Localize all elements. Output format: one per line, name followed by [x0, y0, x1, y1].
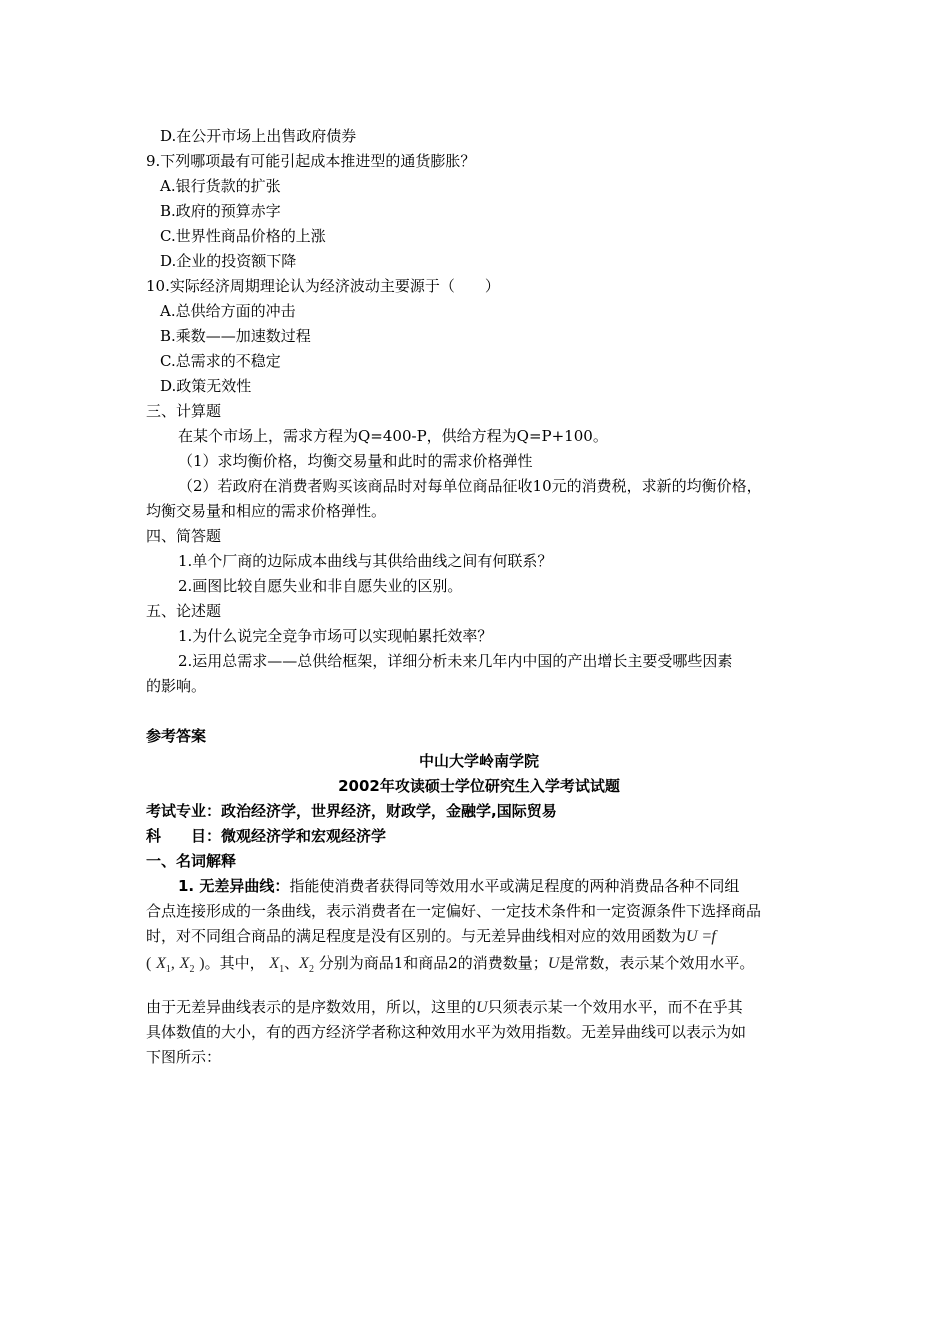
math-open-paren: ( [146, 955, 152, 972]
term1-line2: 合点连接形成的一条曲线，表示消费者在一定偏好、一定技术条件和一定资源条件下选择商品 [146, 902, 762, 920]
term1-label: 1. 无差异曲线： [178, 877, 290, 895]
term1-line5-b: 只须表示某一个效用水平，而不在乎其 [487, 998, 743, 1016]
term1-text3: 时，对不同组合商品的满足程度是没有区别的。与无差异曲线相对应的效用函数为 [146, 927, 687, 945]
q9-option-c: C.世界性商品价格的上涨 [160, 227, 326, 245]
math-x1: $X_1$ [156, 955, 171, 975]
term1-line4-end: 是常数，表示某个效用水平。 [559, 954, 755, 972]
q9-option-a: A.银行货款的扩张 [160, 177, 281, 195]
section5-question2-line1: 2.运用总需求——总供给框架，详细分析未来几年内中国的产出增长主要受哪些因素 [178, 652, 733, 670]
q10-option-a: A.总供给方面的冲击 [160, 302, 296, 320]
q10-option-d: D.政策无效性 [160, 377, 252, 395]
term1-line6: 具体数值的大小，有的西方经济学者称这种效用水平为效用指数。无差异曲线可以表示为如 [146, 1023, 747, 1041]
term1-line4 [146, 953, 812, 980]
answers-heading: 参考答案 [146, 727, 207, 745]
section3-part2-line2: 均衡交易量和相应的需求价格弹性。 [146, 502, 387, 520]
math-u-ref2: U [476, 999, 488, 1016]
exam-title: 2002年攻读硕士学位研究生入学考试试题 [338, 777, 620, 795]
exam-major: 考试专业：政治经济学，世界经济，财政学，金融学,国际贸易 [146, 802, 557, 820]
exam-subject [146, 826, 812, 846]
term1-line4-mid: 。其中， [204, 954, 265, 972]
subject-value: 微观经济学和宏观经济学 [221, 827, 387, 845]
school-name: 中山大学岭南学院 [418, 752, 539, 770]
term1-line3 [146, 926, 812, 947]
section4-title: 四、简答题 [146, 527, 222, 545]
q9-option-d: D.企业的投资额下降 [160, 252, 297, 270]
q9-question: 9.下列哪项最有可能引起成本推进型的通货膨胀？ [146, 152, 476, 170]
math-u: U [686, 928, 698, 945]
q10-question: 10.实际经济周期理论认为经济波动主要源于（ ） [146, 277, 500, 295]
term1-line4-after: 分别为商品1和商品2的消费数量； [318, 954, 548, 972]
section4-question2: 2.画图比较自愿失业和非自愿失业的区别。 [178, 577, 463, 595]
section4-question1: 1.单个厂商的边际成本曲线与其供给曲线之间有何联系？ [178, 552, 553, 570]
section5-question1: 1.为什么说完全竞争市场可以实现帕累托效率？ [178, 627, 493, 645]
term1-text1: 指能使消费者获得同等效用水平或满足程度的两种消费品各种不同组 [289, 877, 740, 895]
term1-line5 [146, 997, 812, 1018]
section5-title: 五、论述题 [146, 602, 222, 620]
subject-label: 科 目： [146, 827, 222, 845]
term1-line4-sep: 、 [284, 954, 300, 972]
section3-part2-line1: （2）若政府在消费者购买该商品时对每单位商品征收10元的消费税，求新的均衡价格， [178, 477, 762, 495]
term1-line7: 下图所示： [146, 1048, 222, 1066]
math-comma: , [170, 955, 175, 972]
math-close-paren: ) [199, 955, 205, 972]
term1-line1 [178, 876, 844, 896]
q8-option-d: D.在公开市场上出售政府债券 [160, 127, 357, 145]
section3-intro: 在某个市场上，需求方程为Q=400-P，供给方程为Q=P+100。 [178, 427, 608, 445]
math-u-ref: U [547, 955, 560, 972]
q10-option-c: C.总需求的不稳定 [160, 352, 281, 370]
section3-title: 三、计算题 [146, 402, 222, 420]
term1-line5-a: 由于无差异曲线表示的是序数效用，所以，这里的 [146, 998, 477, 1016]
math-x2-ref: $X_2$ [299, 955, 314, 975]
section5-question2-line2: 的影响。 [146, 677, 207, 695]
math-equals: = [702, 928, 712, 945]
math-x1-ref: $X_1$ [269, 955, 285, 975]
math-f: f [711, 928, 716, 945]
section3-part1: （1）求均衡价格，均衡交易量和此时的需求价格弹性 [178, 452, 533, 470]
q9-option-b: B.政府的预算赤字 [160, 202, 281, 220]
q10-option-b: B.乘数——加速数过程 [160, 327, 311, 345]
part1-title: 一、名词解释 [146, 852, 237, 870]
math-x2: $X_2$ [179, 955, 195, 975]
